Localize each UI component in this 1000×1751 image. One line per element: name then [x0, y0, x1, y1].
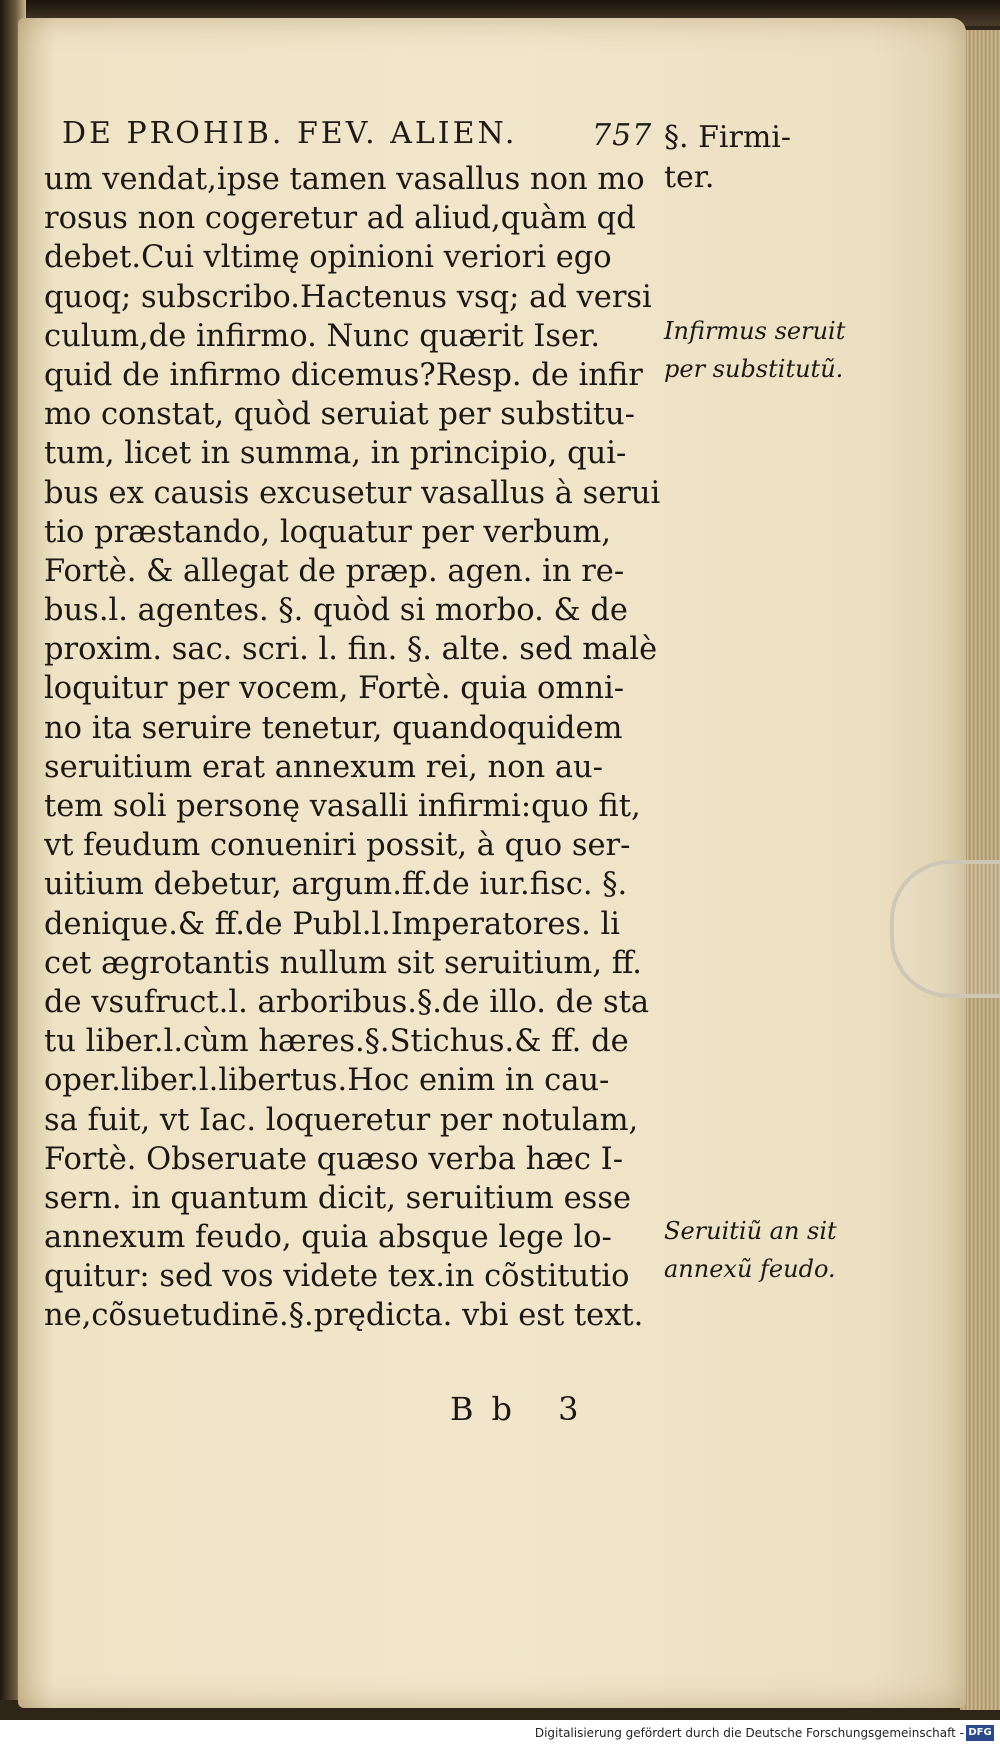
text-line: vt feudum conueniri possit, à quo ser-	[44, 828, 631, 864]
text-line: um vendat,ipse tamen vasallus non mo	[44, 162, 645, 197]
text-line: quitur: sed vos videte tex.in cõstitutio	[44, 1259, 630, 1295]
footer-credit: Digitalisierung gefördert durch die Deutsche Forschungsgemeinschaft -	[534, 1726, 964, 1740]
text-line: denique.& ff.de Publ.l.Imperatores. li	[44, 906, 620, 942]
page-number: 757	[592, 118, 653, 153]
signature-mark: Bb 3	[450, 1390, 597, 1428]
text-line: tio præstando, loquatur per verbum,	[44, 514, 611, 550]
text-line: bus ex causis excusetur vasallus à serui	[44, 475, 661, 511]
text-line: loquitur per vocem, Fortè. quia omni-	[44, 671, 625, 707]
marginal-note-line: §. Firmi-	[664, 120, 792, 155]
text-line: culum,de infirmo. Nunc quærit Iser.	[44, 318, 601, 354]
running-header	[62, 116, 662, 156]
text-line: tum, licet in summa, in principio, qui-	[44, 436, 627, 472]
text-line: rosus non cogeretur ad aliud,quàm qd	[44, 201, 636, 237]
text-line: tem soli personę vasalli infirmi:quo fit,	[44, 789, 641, 824]
text-line: cet ægrotantis nullum sit seruitium, ff.	[44, 945, 642, 981]
text-line: uitium debetur, argum.ff.de iur.fisc. §.	[44, 867, 628, 903]
text-line: seruitium erat annexum rei, non au-	[44, 749, 603, 785]
text-line: sa fuit, vt Iac. loqueretur per notulam,	[44, 1102, 639, 1138]
text-line: tu liber.l.cùm hæres.§.Stichus.& ff. de	[44, 1024, 629, 1060]
body-text-block	[44, 160, 664, 1336]
marginal-note-line: Infirmus seruit	[664, 317, 846, 345]
text-line: Fortè. Obseruate quæso verba hæc I-	[44, 1141, 624, 1177]
dfg-logo: DFG	[966, 1725, 994, 1741]
text-line: sern. in quantum dicit, seruitium esse	[44, 1180, 632, 1216]
text-line: quoq; subscribo.Hactenus vsq; ad versi	[44, 279, 652, 315]
digitization-footer	[0, 1720, 1000, 1751]
text-line: Fortè. & allegat de præp. agen. in re-	[44, 553, 625, 589]
marginal-note-line: ter.	[664, 160, 715, 195]
text-line: ne,cõsuetudinē.§.prędicta. vbi est text.	[44, 1298, 644, 1334]
marginal-note-line: Seruitiũ an sit	[664, 1217, 837, 1245]
running-title: DE PROHIB. FEV. ALIEN.	[62, 116, 518, 151]
marginal-note-seruitium	[664, 1212, 844, 1288]
text-line: quid de infirmo dicemus?Resp. de infir	[44, 357, 643, 393]
text-line: oper.liber.l.libertus.Hoc enim in cau-	[44, 1063, 610, 1099]
marginal-note-line: annexũ feudo.	[664, 1255, 836, 1283]
text-line: mo constat, quòd seruiat per substitu-	[44, 397, 635, 433]
text-line: proxim. sac. scri. l. fin. §. alte. sed malè	[44, 632, 658, 668]
text-line: annexum feudo, quia absque lege lo-	[44, 1220, 612, 1256]
text-line: no ita seruire tenetur, quandoquidem	[44, 710, 623, 746]
marginal-note-infirmus	[664, 312, 844, 388]
text-line: bus.l. agentes. §. quòd si morbo. & de	[44, 593, 628, 629]
marginal-note-firmiter	[664, 118, 844, 198]
page-clip	[890, 860, 1000, 998]
text-line: de vsufruct.l. arboribus.§.de illo. de sta	[44, 984, 650, 1020]
text-line: debet.Cui vltimę opinioni veriori ego	[44, 240, 612, 276]
marginal-note-line: per substitutũ.	[664, 355, 844, 383]
